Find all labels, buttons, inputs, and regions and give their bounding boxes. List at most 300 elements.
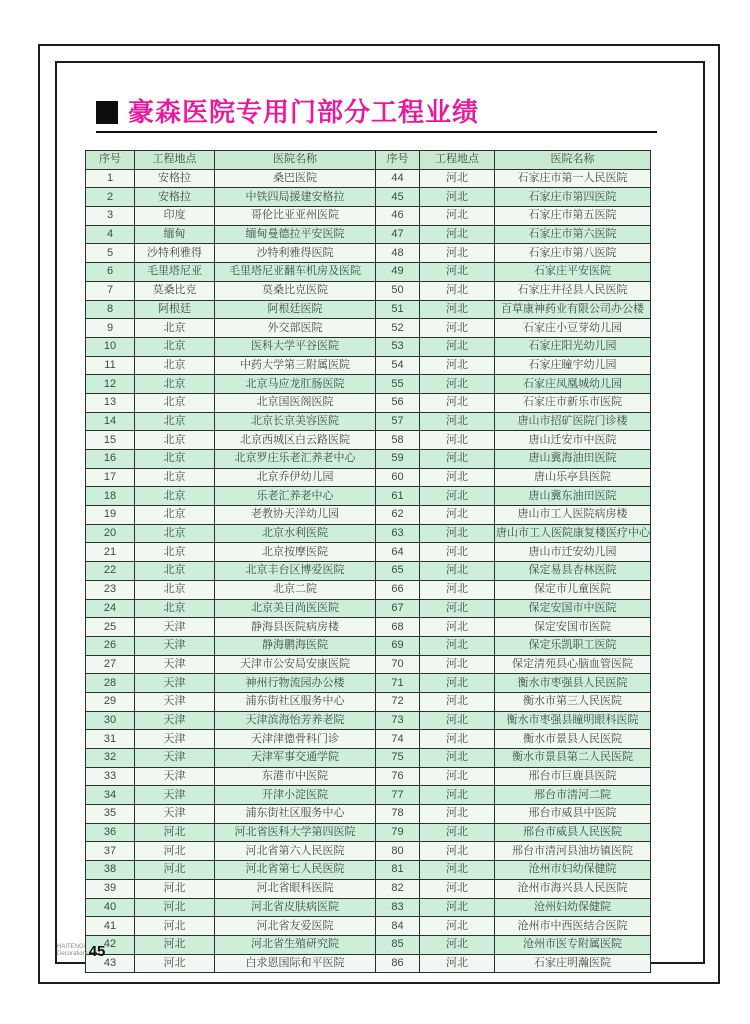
cell-hospital-name: 老教协天洋幼儿园 xyxy=(215,506,376,525)
cell-seq-number: 31 xyxy=(86,730,135,749)
table-row xyxy=(376,823,651,842)
cell-hospital-name: 北京美目尚医医院 xyxy=(215,599,376,618)
cell-project-location: 河北 xyxy=(420,954,495,973)
table-row xyxy=(86,263,376,282)
cell-project-location: 天津 xyxy=(135,674,215,693)
cell-hospital-name: 中铁四局援建安格拉 xyxy=(215,188,376,207)
cell-seq-number: 61 xyxy=(376,487,420,506)
cell-hospital-name: 保定乐凯职工医院 xyxy=(495,636,651,655)
cell-seq-number: 40 xyxy=(86,898,135,917)
header-hospital-name: 医院名称 xyxy=(215,151,376,170)
cell-project-location: 河北 xyxy=(420,468,495,487)
cell-seq-number: 32 xyxy=(86,749,135,768)
table-row xyxy=(376,636,651,655)
table-row xyxy=(376,711,651,730)
cell-project-location: 河北 xyxy=(420,431,495,450)
cell-seq-number: 79 xyxy=(376,823,420,842)
cell-seq-number: 13 xyxy=(86,393,135,412)
cell-hospital-name: 邢台市威县人民医院 xyxy=(495,823,651,842)
table-row xyxy=(86,244,376,263)
cell-seq-number: 71 xyxy=(376,674,420,693)
cell-seq-number: 9 xyxy=(86,319,135,338)
cell-project-location: 河北 xyxy=(135,823,215,842)
cell-seq-number: 50 xyxy=(376,281,420,300)
cell-seq-number: 64 xyxy=(376,543,420,562)
cell-hospital-name: 衡水市景县第二人民医院 xyxy=(495,749,651,768)
cell-seq-number: 63 xyxy=(376,524,420,543)
cell-project-location: 河北 xyxy=(135,879,215,898)
cell-project-location: 北京 xyxy=(135,393,215,412)
cell-project-location: 河北 xyxy=(420,393,495,412)
table-row xyxy=(376,917,651,936)
cell-hospital-name: 石家庄明瀚医院 xyxy=(495,954,651,973)
cell-hospital-name: 北京按摩医院 xyxy=(215,543,376,562)
table-row xyxy=(376,468,651,487)
table-row xyxy=(376,244,651,263)
cell-hospital-name: 北京马应龙肛肠医院 xyxy=(215,375,376,394)
cell-hospital-name: 中药大学第三附属医院 xyxy=(215,356,376,375)
cell-project-location: 河北 xyxy=(420,263,495,282)
cell-project-location: 河北 xyxy=(420,674,495,693)
cell-seq-number: 30 xyxy=(86,711,135,730)
cell-seq-number: 66 xyxy=(376,580,420,599)
table-row xyxy=(86,337,376,356)
table-row xyxy=(376,393,651,412)
cell-hospital-name: 河北省眼科医院 xyxy=(215,879,376,898)
cell-hospital-name: 邢台市清河二院 xyxy=(495,786,651,805)
cell-hospital-name: 天津军事交通学院 xyxy=(215,749,376,768)
cell-seq-number: 34 xyxy=(86,786,135,805)
table-row xyxy=(86,917,376,936)
cell-hospital-name: 石家庄阳光幼儿园 xyxy=(495,337,651,356)
cell-project-location: 河北 xyxy=(420,618,495,637)
cell-hospital-name: 沧州市医专附属医院 xyxy=(495,935,651,954)
cell-project-location: 河北 xyxy=(420,375,495,394)
cell-seq-number: 37 xyxy=(86,842,135,861)
cell-project-location: 天津 xyxy=(135,655,215,674)
cell-seq-number: 45 xyxy=(376,188,420,207)
cell-seq-number: 23 xyxy=(86,580,135,599)
cell-seq-number: 60 xyxy=(376,468,420,487)
cell-hospital-name: 开津小淀医院 xyxy=(215,786,376,805)
table-row xyxy=(376,431,651,450)
cell-seq-number: 6 xyxy=(86,263,135,282)
cell-project-location: 北京 xyxy=(135,562,215,581)
table-row xyxy=(376,281,651,300)
cell-project-location: 北京 xyxy=(135,468,215,487)
cell-hospital-name: 保定市儿童医院 xyxy=(495,580,651,599)
cell-project-location: 河北 xyxy=(420,636,495,655)
cell-hospital-name: 神州行物流园办公楼 xyxy=(215,674,376,693)
cell-seq-number: 18 xyxy=(86,487,135,506)
cell-hospital-name: 外交部医院 xyxy=(215,319,376,338)
cell-project-location: 莫桑比克 xyxy=(135,281,215,300)
cell-project-location: 河北 xyxy=(420,805,495,824)
cell-seq-number: 19 xyxy=(86,506,135,525)
table-row xyxy=(376,749,651,768)
cell-seq-number: 56 xyxy=(376,393,420,412)
cell-hospital-name: 医科大学平谷医院 xyxy=(215,337,376,356)
cell-seq-number: 80 xyxy=(376,842,420,861)
cell-project-location: 河北 xyxy=(135,861,215,880)
table-row xyxy=(86,786,376,805)
cell-hospital-name: 沧州市妇幼保健院 xyxy=(495,861,651,880)
cell-project-location: 河北 xyxy=(420,935,495,954)
cell-project-location: 天津 xyxy=(135,711,215,730)
cell-hospital-name: 唐山市迁安幼儿园 xyxy=(495,543,651,562)
cell-hospital-name: 静海县医院病房楼 xyxy=(215,618,376,637)
cell-hospital-name: 石家庄市第八医院 xyxy=(495,244,651,263)
cell-seq-number: 7 xyxy=(86,281,135,300)
cell-hospital-name: 东港市中医院 xyxy=(215,767,376,786)
cell-seq-number: 38 xyxy=(86,861,135,880)
cell-project-location: 缅甸 xyxy=(135,225,215,244)
cell-seq-number: 8 xyxy=(86,300,135,319)
cell-seq-number: 29 xyxy=(86,692,135,711)
cell-seq-number: 65 xyxy=(376,562,420,581)
cell-hospital-name: 衡水市枣强县人民医院 xyxy=(495,674,651,693)
cell-seq-number: 75 xyxy=(376,749,420,768)
table-row xyxy=(86,618,376,637)
cell-hospital-name: 衡水市景县人民医院 xyxy=(495,730,651,749)
cell-hospital-name: 唐山迁安市中医院 xyxy=(495,431,651,450)
header-seq-number: 序号 xyxy=(86,151,135,170)
cell-seq-number: 74 xyxy=(376,730,420,749)
cell-seq-number: 76 xyxy=(376,767,420,786)
page-title: 豪森医院专用门部分工程业绩 xyxy=(128,97,480,127)
header-seq-number: 序号 xyxy=(376,151,420,170)
title-bullet-square xyxy=(96,101,118,124)
cell-hospital-name: 石家庄市第六医院 xyxy=(495,225,651,244)
table-row xyxy=(376,618,651,637)
table-row xyxy=(86,823,376,842)
performance-table-right xyxy=(375,150,651,973)
table-row xyxy=(376,861,651,880)
cell-seq-number: 43 xyxy=(86,954,135,973)
cell-hospital-name: 北京丰台区博爱医院 xyxy=(215,562,376,581)
header-hospital-name: 医院名称 xyxy=(495,151,651,170)
table-row xyxy=(86,749,376,768)
cell-seq-number: 15 xyxy=(86,431,135,450)
cell-project-location: 河北 xyxy=(420,207,495,226)
table-row xyxy=(376,898,651,917)
cell-seq-number: 59 xyxy=(376,450,420,469)
table-row xyxy=(86,954,376,973)
cell-hospital-name: 邢台市威县中医院 xyxy=(495,805,651,824)
cell-seq-number: 47 xyxy=(376,225,420,244)
cell-hospital-name: 唐山市招矿医院门诊楼 xyxy=(495,412,651,431)
brand-mark xyxy=(57,944,88,958)
cell-hospital-name: 唐山市工人医院病房楼 xyxy=(495,506,651,525)
table-row xyxy=(376,580,651,599)
table-row xyxy=(376,935,651,954)
cell-project-location: 天津 xyxy=(135,805,215,824)
cell-hospital-name: 保定易县杏林医院 xyxy=(495,562,651,581)
cell-seq-number: 3 xyxy=(86,207,135,226)
table-row xyxy=(376,805,651,824)
cell-hospital-name: 哥伦比亚亚州医院 xyxy=(215,207,376,226)
table-row xyxy=(376,487,651,506)
cell-project-location: 北京 xyxy=(135,580,215,599)
cell-project-location: 河北 xyxy=(420,711,495,730)
table-row xyxy=(376,786,651,805)
cell-project-location: 河北 xyxy=(135,898,215,917)
page-number: 45 xyxy=(88,943,106,960)
cell-project-location: 北京 xyxy=(135,543,215,562)
cell-hospital-name: 河北省皮肤病医院 xyxy=(215,898,376,917)
cell-project-location: 河北 xyxy=(420,898,495,917)
cell-project-location: 天津 xyxy=(135,636,215,655)
cell-project-location: 河北 xyxy=(420,861,495,880)
cell-project-location: 北京 xyxy=(135,599,215,618)
cell-hospital-name: 天津滨海怡芳养老院 xyxy=(215,711,376,730)
table-header-row xyxy=(86,151,376,170)
table-row xyxy=(376,524,651,543)
cell-seq-number: 39 xyxy=(86,879,135,898)
cell-seq-number: 11 xyxy=(86,356,135,375)
cell-seq-number: 24 xyxy=(86,599,135,618)
cell-seq-number: 73 xyxy=(376,711,420,730)
table-row xyxy=(86,169,376,188)
table-row xyxy=(376,954,651,973)
cell-hospital-name: 邢台市清河县油坊镇医院 xyxy=(495,842,651,861)
cell-seq-number: 2 xyxy=(86,188,135,207)
table-row xyxy=(376,319,651,338)
cell-seq-number: 46 xyxy=(376,207,420,226)
cell-project-location: 河北 xyxy=(420,879,495,898)
cell-seq-number: 42 xyxy=(86,935,135,954)
cell-hospital-name: 保定安国市医院 xyxy=(495,618,651,637)
cell-hospital-name: 石家庄瞳宇幼儿园 xyxy=(495,356,651,375)
table-row xyxy=(376,879,651,898)
cell-project-location: 河北 xyxy=(420,730,495,749)
table-row xyxy=(376,692,651,711)
cell-project-location: 河北 xyxy=(135,842,215,861)
cell-project-location: 印度 xyxy=(135,207,215,226)
cell-seq-number: 16 xyxy=(86,450,135,469)
cell-seq-number: 12 xyxy=(86,375,135,394)
cell-project-location: 天津 xyxy=(135,692,215,711)
cell-project-location: 北京 xyxy=(135,506,215,525)
cell-seq-number: 58 xyxy=(376,431,420,450)
table-row xyxy=(86,300,376,319)
cell-seq-number: 78 xyxy=(376,805,420,824)
cell-seq-number: 81 xyxy=(376,861,420,880)
cell-project-location: 河北 xyxy=(420,599,495,618)
table-row xyxy=(86,562,376,581)
cell-hospital-name: 石家庄市第五医院 xyxy=(495,207,651,226)
cell-hospital-name: 天津市公安局安康医院 xyxy=(215,655,376,674)
cell-project-location: 安格拉 xyxy=(135,169,215,188)
cell-hospital-name: 北京乔伊幼儿园 xyxy=(215,468,376,487)
brand-line-bottom: Decoration\ xyxy=(57,951,88,957)
cell-seq-number: 68 xyxy=(376,618,420,637)
cell-seq-number: 1 xyxy=(86,169,135,188)
cell-project-location: 河北 xyxy=(420,319,495,338)
cell-hospital-name: 天津津德骨科门诊 xyxy=(215,730,376,749)
cell-project-location: 北京 xyxy=(135,487,215,506)
cell-hospital-name: 北京水利医院 xyxy=(215,524,376,543)
title-underline xyxy=(96,131,657,133)
table-row xyxy=(86,225,376,244)
table-row xyxy=(86,879,376,898)
cell-project-location: 天津 xyxy=(135,767,215,786)
table-row xyxy=(376,300,651,319)
cell-project-location: 河北 xyxy=(420,580,495,599)
cell-hospital-name: 河北省第六人民医院 xyxy=(215,842,376,861)
table-row xyxy=(376,506,651,525)
cell-hospital-name: 保定安国市中医院 xyxy=(495,599,651,618)
cell-seq-number: 53 xyxy=(376,337,420,356)
cell-project-location: 河北 xyxy=(420,917,495,936)
table-row xyxy=(86,674,376,693)
cell-seq-number: 54 xyxy=(376,356,420,375)
table-row xyxy=(86,861,376,880)
cell-hospital-name: 北京长京美容医院 xyxy=(215,412,376,431)
cell-seq-number: 10 xyxy=(86,337,135,356)
cell-seq-number: 17 xyxy=(86,468,135,487)
cell-project-location: 天津 xyxy=(135,730,215,749)
cell-hospital-name: 石家庄井径县人民医院 xyxy=(495,281,651,300)
table-row xyxy=(86,506,376,525)
cell-hospital-name: 石家庄平安医院 xyxy=(495,263,651,282)
cell-project-location: 河北 xyxy=(420,281,495,300)
table-row xyxy=(376,767,651,786)
cell-project-location: 河北 xyxy=(420,543,495,562)
cell-hospital-name: 北京二院 xyxy=(215,580,376,599)
cell-hospital-name: 莫桑比克医院 xyxy=(215,281,376,300)
table-row xyxy=(376,450,651,469)
table-row xyxy=(86,207,376,226)
table-row xyxy=(86,431,376,450)
cell-hospital-name: 浦东街社区服务中心 xyxy=(215,805,376,824)
cell-seq-number: 5 xyxy=(86,244,135,263)
table-row xyxy=(86,543,376,562)
cell-hospital-name: 北京西城区白云路医院 xyxy=(215,431,376,450)
cell-hospital-name: 河北省第七人民医院 xyxy=(215,861,376,880)
table-row xyxy=(376,263,651,282)
table-row xyxy=(86,655,376,674)
table-row xyxy=(86,281,376,300)
cell-project-location: 北京 xyxy=(135,337,215,356)
cell-seq-number: 14 xyxy=(86,412,135,431)
table-row xyxy=(376,543,651,562)
table-row xyxy=(86,375,376,394)
cell-seq-number: 25 xyxy=(86,618,135,637)
table-row xyxy=(376,674,651,693)
table-row xyxy=(376,188,651,207)
cell-project-location: 河北 xyxy=(420,562,495,581)
cell-project-location: 河北 xyxy=(420,506,495,525)
cell-hospital-name: 沧州市海兴县人民医院 xyxy=(495,879,651,898)
cell-project-location: 河北 xyxy=(135,935,215,954)
table-row xyxy=(376,207,651,226)
cell-project-location: 河北 xyxy=(420,655,495,674)
cell-seq-number: 44 xyxy=(376,169,420,188)
cell-seq-number: 35 xyxy=(86,805,135,824)
cell-seq-number: 48 xyxy=(376,244,420,263)
table-row xyxy=(86,412,376,431)
cell-hospital-name: 唐山冀海油田医院 xyxy=(495,450,651,469)
page-footer xyxy=(57,944,105,958)
cell-hospital-name: 白求恩国际和平医院 xyxy=(215,954,376,973)
cell-project-location: 天津 xyxy=(135,618,215,637)
cell-seq-number: 41 xyxy=(86,917,135,936)
cell-project-location: 北京 xyxy=(135,375,215,394)
cell-hospital-name: 衡水市第三人民医院 xyxy=(495,692,651,711)
table-row xyxy=(376,842,651,861)
cell-seq-number: 22 xyxy=(86,562,135,581)
cell-hospital-name: 邢台市巨鹿县医院 xyxy=(495,767,651,786)
cell-project-location: 天津 xyxy=(135,786,215,805)
cell-seq-number: 86 xyxy=(376,954,420,973)
table-row xyxy=(86,524,376,543)
cell-seq-number: 55 xyxy=(376,375,420,394)
cell-project-location: 河北 xyxy=(420,169,495,188)
cell-project-location: 河北 xyxy=(420,842,495,861)
cell-seq-number: 84 xyxy=(376,917,420,936)
cell-hospital-name: 石家庄市第四医院 xyxy=(495,188,651,207)
table-row xyxy=(86,636,376,655)
table-row xyxy=(376,225,651,244)
cell-hospital-name: 保定清苑县心脑血管医院 xyxy=(495,655,651,674)
cell-project-location: 河北 xyxy=(420,524,495,543)
cell-hospital-name: 桑巴医院 xyxy=(215,169,376,188)
table-row xyxy=(376,375,651,394)
cell-seq-number: 4 xyxy=(86,225,135,244)
table-row xyxy=(86,692,376,711)
cell-hospital-name: 河北省友爱医院 xyxy=(215,917,376,936)
table-row xyxy=(376,730,651,749)
table-row xyxy=(86,450,376,469)
cell-seq-number: 20 xyxy=(86,524,135,543)
performance-table-left xyxy=(85,150,376,973)
table-row xyxy=(376,337,651,356)
table-row xyxy=(376,412,651,431)
table-row xyxy=(86,842,376,861)
cell-hospital-name: 石家庄凤凰城幼儿园 xyxy=(495,375,651,394)
cell-project-location: 河北 xyxy=(420,337,495,356)
cell-project-location: 阿根廷 xyxy=(135,300,215,319)
cell-hospital-name: 阿根廷医院 xyxy=(215,300,376,319)
cell-project-location: 毛里塔尼亚 xyxy=(135,263,215,282)
cell-hospital-name: 石家庄市第一人民医院 xyxy=(495,169,651,188)
header-project-location: 工程地点 xyxy=(420,151,495,170)
cell-project-location: 沙特利雅得 xyxy=(135,244,215,263)
table-row xyxy=(86,188,376,207)
cell-project-location: 河北 xyxy=(420,487,495,506)
cell-hospital-name: 乐老汇养老中心 xyxy=(215,487,376,506)
cell-seq-number: 70 xyxy=(376,655,420,674)
cell-seq-number: 62 xyxy=(376,506,420,525)
cell-project-location: 北京 xyxy=(135,450,215,469)
cell-hospital-name: 唐山市工人医院康复楼医疗中心 xyxy=(495,524,651,543)
table-header-row xyxy=(376,151,651,170)
cell-seq-number: 51 xyxy=(376,300,420,319)
cell-seq-number: 67 xyxy=(376,599,420,618)
cell-hospital-name: 缅甸曼德拉平安医院 xyxy=(215,225,376,244)
table-row xyxy=(86,711,376,730)
cell-hospital-name: 河北省生殖研究院 xyxy=(215,935,376,954)
cell-project-location: 河北 xyxy=(420,225,495,244)
cell-seq-number: 83 xyxy=(376,898,420,917)
table-row xyxy=(376,356,651,375)
cell-project-location: 河北 xyxy=(420,412,495,431)
cell-project-location: 河北 xyxy=(420,450,495,469)
cell-seq-number: 33 xyxy=(86,767,135,786)
cell-project-location: 北京 xyxy=(135,356,215,375)
cell-project-location: 河北 xyxy=(135,954,215,973)
